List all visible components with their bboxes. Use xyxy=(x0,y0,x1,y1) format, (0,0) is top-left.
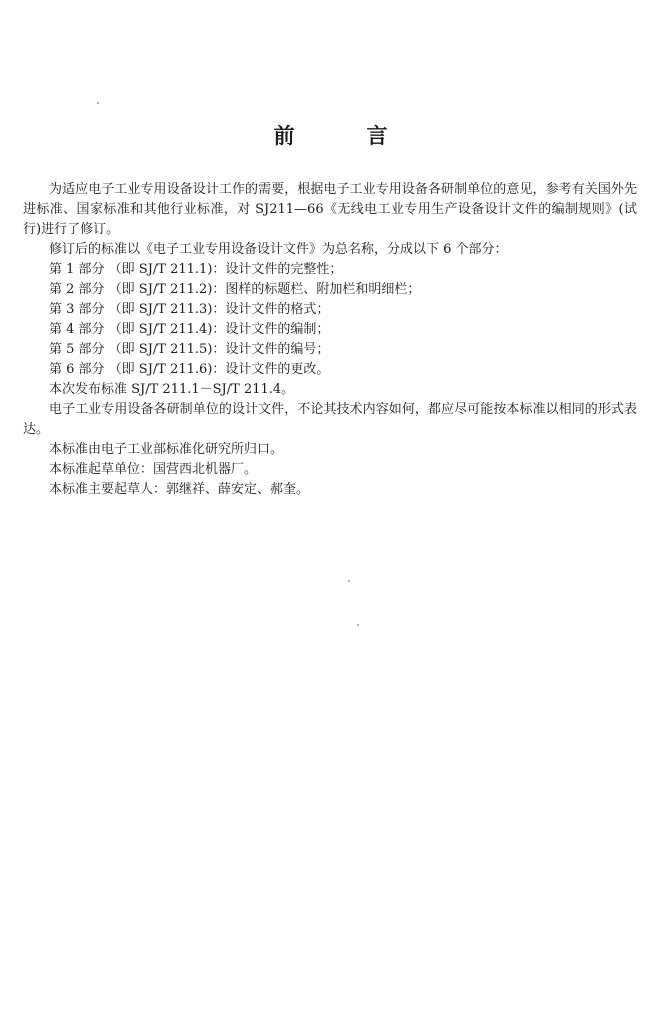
title-char-1: 前 xyxy=(273,124,295,148)
paragraph-intro: 为适应电子工业专用设备设计工作的需要，根据电子工业专用设备各研制单位的意见，参考有关国外先进标准、国家标准和其他行业标准，对 SJ211—66《无线电工业专用生产设备设计文件的编制规则》(试行)进行了修订。 xyxy=(23,182,637,237)
paragraph-parts-intro: 修订后的标准以《电子工业专用设备设计文件》为总名称，分成以下 6 个部分： xyxy=(49,242,508,257)
scan-speck xyxy=(348,580,350,582)
part-item-1: 第 1 部分 （即 SJ/T 211.1)：设计文件的完整性； xyxy=(49,262,343,277)
paragraph-expression: 电子工业专用设备各研制单位的设计文件，不论其技术内容如何，都应尽可能按本标准以相同的形式表达。 xyxy=(23,402,637,437)
paragraph-drafters: 本标准主要起草人：郭继祥、薛安定、郝奎。 xyxy=(49,482,310,497)
scan-speck xyxy=(97,102,99,104)
paragraph-custody: 本标准由电子工业部标准化研究所归口。 xyxy=(49,442,284,457)
scan-speck xyxy=(357,624,359,626)
page-title xyxy=(0,120,661,150)
paragraph-release: 本次发布标准 SJ/T 211.1－SJ/T 211.4。 xyxy=(49,382,295,397)
part-item-6: 第 6 部分 （即 SJ/T 211.6)：设计文件的更改。 xyxy=(49,362,330,377)
part-item-4: 第 4 部分 （即 SJ/T 211.4)：设计文件的编制； xyxy=(49,322,330,337)
paragraph-drafting-unit: 本标准起草单位：国营西北机器厂。 xyxy=(49,462,258,477)
part-item-5: 第 5 部分 （即 SJ/T 211.5)：设计文件的编号； xyxy=(49,342,330,357)
part-item-2: 第 2 部分 （即 SJ/T 211.2)：图样的标题栏、附加栏和明细栏； xyxy=(49,282,421,297)
foreword-body xyxy=(23,180,637,500)
title-char-2: 言 xyxy=(366,124,388,148)
part-item-3: 第 3 部分 （即 SJ/T 211.3)：设计文件的格式； xyxy=(49,302,330,317)
